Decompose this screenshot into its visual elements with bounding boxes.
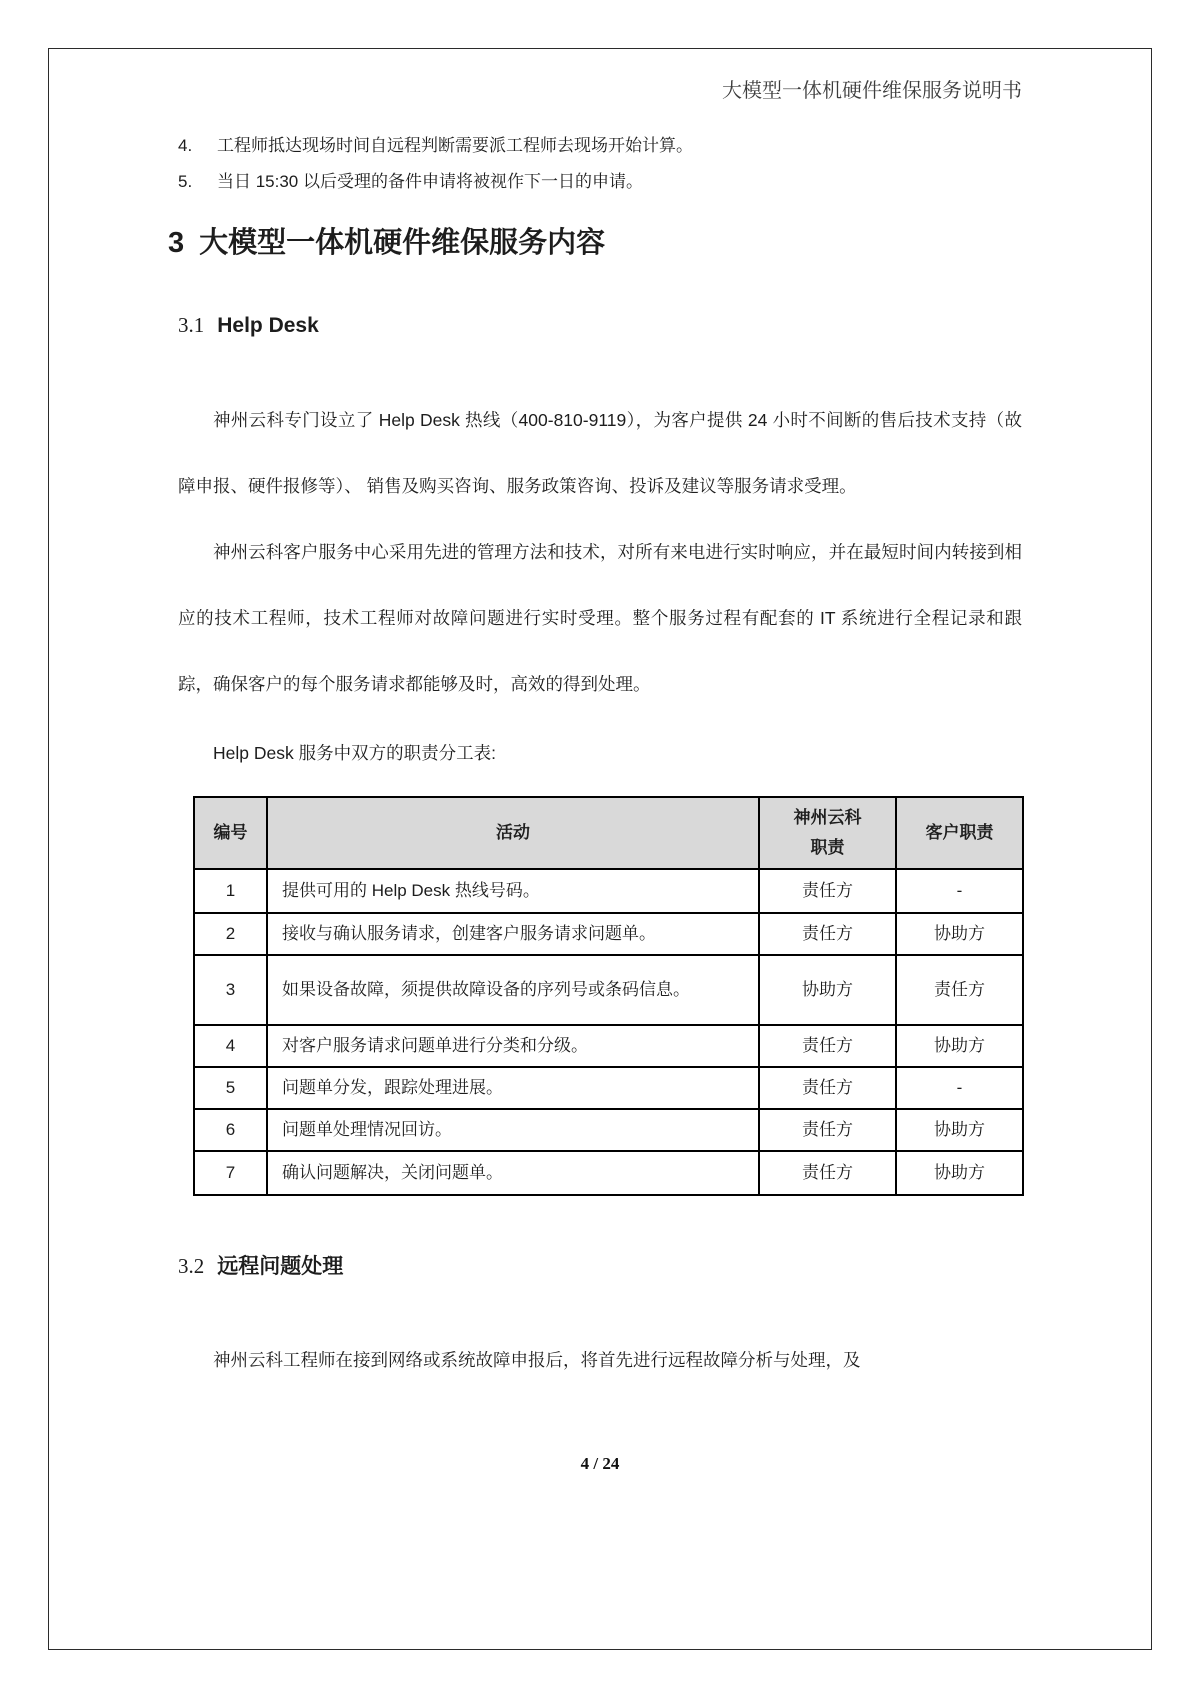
table-header-row [194,797,1023,869]
col-header-vendor-label: 神州云科职责 [793,808,862,857]
section-heading-3-1 [178,309,1022,342]
col-header-customer: 客户职责 [896,797,1023,869]
cell-vendor: 责任方 [759,913,896,955]
cell-vendor: 责任方 [759,1025,896,1067]
cell-vendor: 责任方 [759,1109,896,1151]
cell-no: 7 [194,1151,267,1195]
table-row [194,913,1023,955]
numbered-list [178,128,1022,200]
table-row [194,955,1023,1025]
col-header-activity: 活动 [267,797,759,869]
list-item-number: 5. [178,172,193,191]
section-title: Help Desk [217,314,319,337]
table-row [194,1109,1023,1151]
section-heading-3-2 [178,1250,1022,1283]
col-header-vendor [759,797,896,869]
list-item-number: 4. [178,136,193,155]
paragraph-remote-handling: 神州云科工程师在接到网络或系统故障申报后，将首先进行远程故障分析与处理，及 [213,1350,861,1370]
table-row [194,1067,1023,1109]
paragraph-helpdesk-intro: 神州云科专门设立了 Help Desk 热线（400-810-9119），为客户提供 24 小时不间断的售后技术支持（故障申报、硬件报修等）、 销售及购买咨询、服务政策咨询、投诉及建议等服务请求受理。 [178,410,1022,496]
cell-no: 2 [194,913,267,955]
table-row [194,869,1023,913]
cell-customer: 责任方 [896,955,1023,1025]
cell-customer: 协助方 [896,913,1023,955]
table-row [194,1151,1023,1195]
cell-activity: 问题单处理情况回访。 [267,1109,759,1151]
section-number: 3.2 [178,1254,205,1278]
list-item [178,128,1022,164]
cell-vendor: 责任方 [759,869,896,913]
running-header: 大模型一体机硬件维保服务说明书 [722,80,1022,102]
cell-activity: 提供可用的 Help Desk 热线号码。 [267,869,759,913]
cell-no: 5 [194,1067,267,1109]
table-row [194,1025,1023,1067]
cell-no: 3 [194,955,267,1025]
cell-customer: 协助方 [896,1151,1023,1195]
page-number: 4 / 24 [580,1454,620,1473]
section-number: 3.1 [178,313,205,337]
responsibility-table [193,796,1024,1196]
cell-customer: - [896,869,1023,913]
section-title: 大模型一体机硬件维保服务内容 [199,227,606,259]
cell-no: 4 [194,1025,267,1067]
section-heading-3 [168,222,1022,264]
paragraph-service-center: 神州云科客户服务中心采用先进的管理方法和技术，对所有来电进行实时响应，并在最短时间内转接到相应的技术工程师，技术工程师对故障问题进行实时受理。整个服务过程有配套的 IT 系统进行全程记录和跟踪，确保客户的每个服务请求都能够及时，高效的得到处理。 [178,542,1022,694]
col-header-no: 编号 [194,797,267,869]
list-item-text: 工程师抵达现场时间自远程判断需要派工程师去现场开始计算。 [217,136,693,155]
cell-activity: 确认问题解决，关闭问题单。 [267,1151,759,1195]
cell-vendor: 责任方 [759,1151,896,1195]
cell-activity: 问题单分发，跟踪处理进展。 [267,1067,759,1109]
cell-customer: 协助方 [896,1109,1023,1151]
cell-no: 6 [194,1109,267,1151]
table-caption: Help Desk 服务中双方的职责分工表: [213,743,496,763]
list-item [178,164,1022,200]
cell-activity: 如果设备故障，须提供故障设备的序列号或条码信息。 [267,955,759,1025]
cell-customer: - [896,1067,1023,1109]
cell-vendor: 协助方 [759,955,896,1025]
section-number: 3 [168,227,185,259]
cell-activity: 接收与确认服务请求，创建客户服务请求问题单。 [267,913,759,955]
cell-no: 1 [194,869,267,913]
list-item-text: 当日 15:30 以后受理的备件申请将被视作下一日的申请。 [217,172,643,191]
cell-activity: 对客户服务请求问题单进行分类和分级。 [267,1025,759,1067]
section-title: 远程问题处理 [217,1255,344,1278]
cell-vendor: 责任方 [759,1067,896,1109]
page-content [168,48,1022,1481]
cell-customer: 协助方 [896,1025,1023,1067]
